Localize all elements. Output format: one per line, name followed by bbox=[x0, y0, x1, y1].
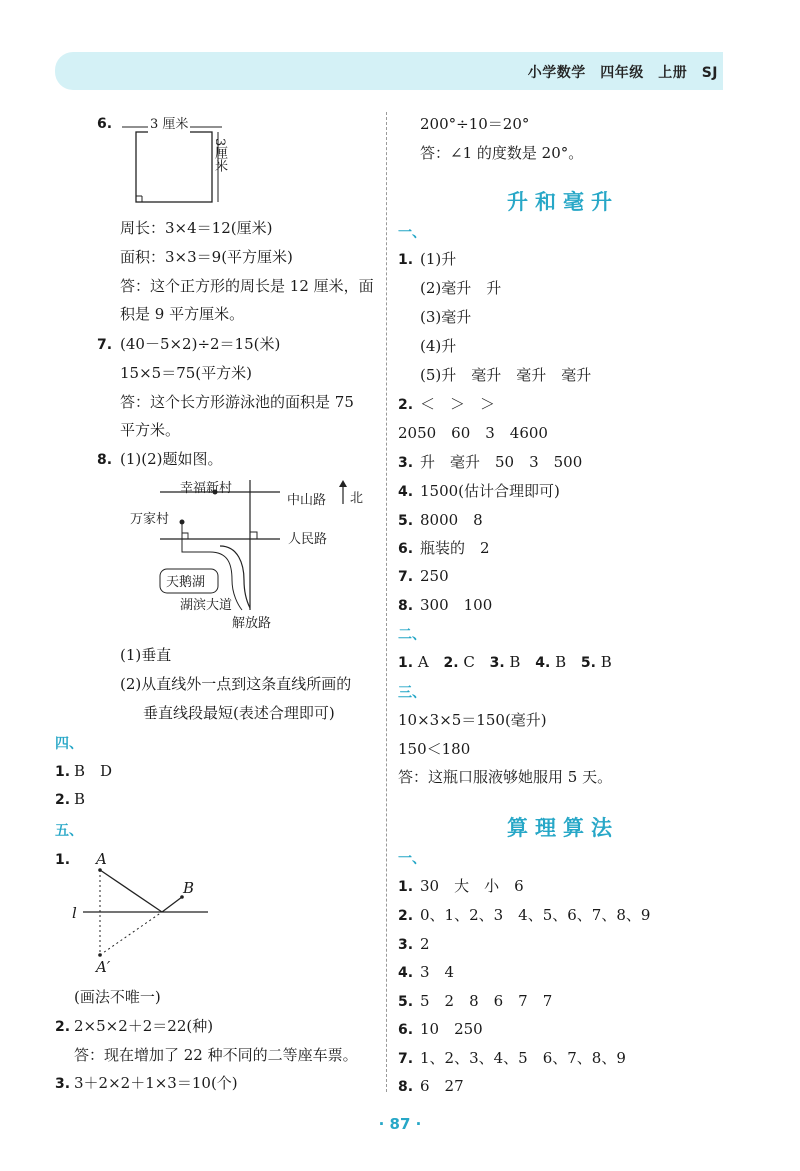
s2-q5-text: B bbox=[600, 653, 612, 671]
sec4-q2-answer: B bbox=[74, 790, 86, 808]
q8-answer-1: (1)垂直 bbox=[120, 646, 172, 664]
map-figure bbox=[120, 472, 370, 637]
u1-item-4-text: 1500(估计合理即可) bbox=[420, 482, 560, 500]
u1-item-2-num: 2. bbox=[398, 397, 414, 413]
right-top-line-2: 答：∠1 的度数是 20°。 bbox=[420, 144, 584, 162]
point-b-label: B bbox=[183, 879, 195, 897]
u2-item-4-text: 3 4 bbox=[420, 963, 455, 981]
q8-number: 8. bbox=[97, 452, 113, 468]
sec5-q2-answer: 答：现在增加了 22 种不同的二等座车票。 bbox=[74, 1046, 358, 1064]
sec5-note: (画法不唯一) bbox=[74, 988, 161, 1006]
u1-item-1-num: 1. bbox=[398, 252, 414, 268]
sec5-q3-number: 3. bbox=[55, 1076, 71, 1092]
map-label-jiefang: 解放路 bbox=[232, 616, 272, 631]
u1-item-1c-text: (3)毫升 bbox=[420, 308, 472, 326]
unit1-section-one: 一、 bbox=[398, 225, 426, 241]
u2-item-3-num: 3. bbox=[398, 937, 414, 953]
line-l-label: l bbox=[72, 904, 77, 922]
map-label-hubin: 湖滨大道 bbox=[180, 598, 233, 613]
u1-item-8-text: 300 100 bbox=[420, 596, 493, 614]
u2-item-4-num: 4. bbox=[398, 965, 414, 981]
unit-title-arithmetic: 算理算法 bbox=[507, 816, 619, 840]
unit-title-liters: 升和毫升 bbox=[507, 190, 619, 214]
q6-number: 6. bbox=[97, 116, 113, 132]
u1-item-3-text: 升 毫升 50 3 500 bbox=[420, 453, 583, 471]
q7-number: 7. bbox=[97, 337, 113, 353]
sec5-q1-number: 1. bbox=[55, 852, 71, 868]
q7-line-3: 答：这个长方形游泳池的面积是 75 bbox=[120, 393, 354, 411]
s3-line-3: 答：这瓶口服液够她服用 5 天。 bbox=[398, 768, 613, 786]
s2-q4-text: B bbox=[555, 653, 567, 671]
section-five-label: 五、 bbox=[55, 823, 83, 839]
u1-item-1b-text: (2)毫升 升 bbox=[420, 279, 502, 297]
u2-item-6-num: 6. bbox=[398, 1022, 414, 1038]
s2-q4-num: 4. bbox=[535, 655, 551, 671]
map-label-zhongshan: 中山路 bbox=[287, 493, 327, 508]
u2-item-5-num: 5. bbox=[398, 994, 414, 1010]
u2-item-2-text: 0、1、2、3 4、5、6、7、8、9 bbox=[420, 906, 651, 924]
u1-item-5-num: 5. bbox=[398, 513, 414, 529]
s2-q5-num: 5. bbox=[580, 655, 596, 671]
s2-q3-num: 3. bbox=[489, 655, 505, 671]
unit1-section-two-answers bbox=[398, 652, 612, 673]
q6-line-3: 答：这个正方形的周长是 12 厘米，面 bbox=[120, 277, 374, 295]
right-top-line-1: 200°÷10＝20° bbox=[420, 115, 530, 133]
map-label-xingfu: 幸福新村 bbox=[180, 481, 233, 496]
u2-item-2-num: 2. bbox=[398, 908, 414, 924]
unit1-section-three: 三、 bbox=[398, 685, 426, 701]
map-label-renmin: 人民路 bbox=[288, 532, 328, 547]
u1-item-1e-text: (5)升 毫升 毫升 毫升 bbox=[420, 366, 592, 384]
q6-line-4: 积是 9 平方厘米。 bbox=[120, 305, 245, 323]
map-label-north: 北 bbox=[350, 491, 364, 506]
sec5-q2-line: 2×5×2＋2＝22(种) bbox=[74, 1017, 214, 1035]
q7-line-1: (40－5×2)÷2＝15(米) bbox=[120, 335, 281, 353]
sec4-q2-number: 2. bbox=[55, 792, 71, 808]
u1-item-2-text: ＜ ＞ ＞ bbox=[420, 395, 496, 413]
q7-line-2: 15×5＝75(平方米) bbox=[120, 364, 252, 382]
q8-intro: (1)(2)题如图。 bbox=[120, 450, 223, 468]
q6-line-2: 面积：3×3＝9(平方厘米) bbox=[120, 248, 293, 266]
sec5-q3-line: 3＋2×2＋1×3＝10(个) bbox=[74, 1074, 238, 1092]
page-number: · 87 · bbox=[378, 1115, 422, 1133]
u1-item-4-num: 4. bbox=[398, 484, 414, 500]
u2-item-8-num: 8. bbox=[398, 1079, 414, 1095]
u2-item-3-text: 2 bbox=[420, 935, 430, 953]
u1-item-2b-text: 2050 60 3 4600 bbox=[398, 424, 548, 442]
point-a-prime-label: A′ bbox=[96, 958, 111, 976]
u1-item-6-num: 6. bbox=[398, 541, 414, 557]
u2-item-1-text: 30 大 小 6 bbox=[420, 877, 524, 895]
u1-item-1-text: (1)升 bbox=[420, 250, 457, 268]
s2-q1-num: 1. bbox=[398, 655, 414, 671]
sec4-q1-number: 1. bbox=[55, 764, 71, 780]
header-title: 小学数学 四年级 上册 SJ bbox=[527, 65, 718, 81]
s3-line-1: 10×3×5＝150(毫升) bbox=[398, 711, 547, 729]
u2-item-1-num: 1. bbox=[398, 879, 414, 895]
u1-item-7-num: 7. bbox=[398, 569, 414, 585]
u2-item-8-text: 6 27 bbox=[420, 1077, 464, 1095]
sec5-q2-number: 2. bbox=[55, 1019, 71, 1035]
s2-q1-text: A bbox=[417, 653, 429, 671]
unit2-section-one: 一、 bbox=[398, 851, 426, 867]
u2-item-7-num: 7. bbox=[398, 1051, 414, 1067]
u1-item-8-num: 8. bbox=[398, 598, 414, 614]
q7-line-4: 平方米。 bbox=[120, 421, 181, 439]
u1-item-6-text: 瓶装的 2 bbox=[420, 539, 490, 557]
square-side-label: 3厘米 bbox=[212, 138, 227, 173]
u1-item-5-text: 8000 8 bbox=[420, 511, 483, 529]
square-top-label: 3 厘米 bbox=[148, 115, 190, 135]
point-a-label: A bbox=[96, 850, 107, 868]
unit1-section-two: 二、 bbox=[398, 627, 426, 643]
column-divider bbox=[386, 112, 387, 1092]
s3-line-2: 150＜180 bbox=[398, 740, 471, 758]
map-label-tiane: 天鹅湖 bbox=[166, 575, 206, 590]
q6-line-1: 周长：3×4＝12(厘米) bbox=[120, 219, 273, 237]
u1-item-1d-text: (4)升 bbox=[420, 337, 457, 355]
s2-q2-num: 2. bbox=[443, 655, 459, 671]
s2-q2-text: C bbox=[463, 653, 475, 671]
u2-item-6-text: 10 250 bbox=[420, 1020, 483, 1038]
q8-answer-2: (2)从直线外一点到这条直线所画的 bbox=[120, 675, 352, 693]
u1-item-7-text: 250 bbox=[420, 567, 449, 585]
q8-answer-3: 垂直线段最短(表述合理即可) bbox=[143, 704, 335, 722]
s2-q3-text: B bbox=[509, 653, 521, 671]
u2-item-5-text: 5 2 8 6 7 7 bbox=[420, 992, 553, 1010]
map-label-wanjia: 万家村 bbox=[130, 512, 170, 527]
u2-item-7-text: 1、2、3、4、5 6、7、8、9 bbox=[420, 1049, 626, 1067]
sec4-q1-answer: B D bbox=[74, 762, 113, 780]
u1-item-3-num: 3. bbox=[398, 455, 414, 471]
section-four-label: 四、 bbox=[55, 736, 83, 752]
